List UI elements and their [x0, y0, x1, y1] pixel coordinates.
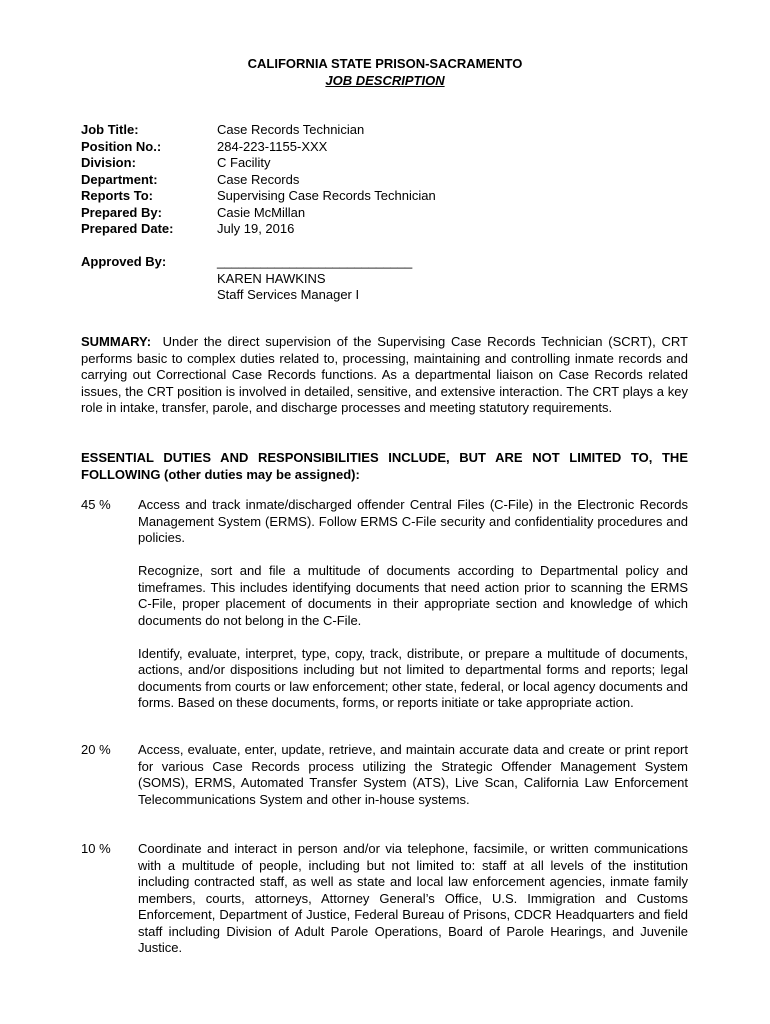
- department-label: Department:: [81, 171, 158, 187]
- duty-paragraph: Identify, evaluate, interpret, type, copy, track, distribute, or prepare a multitude of documents, actions, and/or dispositions including but not limited to departmental forms and reports; legal documents from courts or law enforcement; other state, federal, or local agency documents and forms. Based on these documents, forms, or reports initiate or take appropriate action.: [138, 645, 688, 710]
- prepared-by-label: Prepared By:: [81, 204, 162, 220]
- position-no-value: 284-223-1155-XXX: [217, 138, 328, 154]
- job-title-label: Job Title:: [81, 122, 139, 137]
- document-title: CALIFORNIA STATE PRISON-SACRAMENTO: [247, 56, 523, 71]
- field-row: [81, 122, 436, 139]
- job-fields: [81, 122, 436, 238]
- field-row: [81, 205, 436, 222]
- signature-line: ___________________________: [217, 254, 413, 269]
- field-row: [81, 139, 436, 156]
- duty-paragraph: Coordinate and interact in person and/or via telephone, facsimile, or written communications with a multitude of people, including but not limited to: staff at all levels of the institution including contracted staff, as well as state and local law enforcement agencies, inmate family members, courts, attorneys, Attorney General’s Office, U.S. Immigration and Customs Enforcement, Department of Justice, Federal Bureau of Prisons, CDCR Headquarters and field staff including Division of Adult Parole Operations, Board of Parole Hearings, and Juvenile Justice.: [138, 841, 688, 955]
- department-value: Case Records: [217, 171, 300, 187]
- duty-body: [138, 497, 688, 712]
- prepared-date-value: July 19, 2016: [217, 221, 295, 236]
- duty-item: [81, 742, 688, 808]
- field-row: [81, 172, 436, 189]
- field-row: [81, 155, 436, 172]
- approver-title: Staff Services Manager I: [217, 287, 360, 302]
- summary-paragraph: [81, 334, 688, 417]
- approver-block: [217, 254, 412, 304]
- document-header: [0, 56, 770, 89]
- position-no-label: Position No.:: [81, 138, 162, 154]
- duty-item: [81, 497, 688, 712]
- prepared-date-label: Prepared Date:: [81, 221, 174, 236]
- summary-label: SUMMARY:: [81, 334, 152, 349]
- summary-text: Under the direct supervision of the Supervising Case Records Technician (SCRT), CRT performs basic to complex duties related to, processing, maintaining and controlling inmate records and carrying out Correctional Case Records functions. As a departmental liaison on Case Records related issues, the CRT position is involved in detailed, sensitive, and extensive interaction. The CRT plays a key role in intake, transfer, parole, and discharge processes and meeting statutory requirements.: [81, 334, 688, 415]
- duty-percent: 10 %: [81, 841, 111, 856]
- duty-paragraph: Recognize, sort and file a multitude of documents according to Departmental policy and timeframes. This includes identifying documents that need action prior to scanning the ERMS C-File, proper placement of documents in their appropriate section and knowledge of which documents do not belong in the C-File.: [138, 563, 688, 628]
- job-title-value: Case Records Technician: [217, 122, 365, 137]
- reports-to-label: Reports To:: [81, 188, 153, 203]
- duty-percent: 20 %: [81, 742, 111, 757]
- field-row: [81, 221, 436, 238]
- reports-to-value: Supervising Case Records Technician: [217, 188, 436, 203]
- approved-by-label: Approved By:: [81, 254, 167, 269]
- prepared-by-value: Casie McMillan: [217, 204, 306, 220]
- duty-percent: 45 %: [81, 497, 111, 512]
- duty-paragraph: Access and track inmate/discharged offender Central Files (C-File) in the Electronic Records Management System (ERMS). Follow ERMS C-File security and confidentiality procedures and policies.: [138, 497, 688, 545]
- approver-name: KAREN HAWKINS: [217, 270, 326, 286]
- duty-body: [138, 742, 688, 808]
- duty-body: [138, 841, 688, 957]
- duty-paragraph: Access, evaluate, enter, update, retrieve, and maintain accurate data and create or print report for various Case Records process utilizing the Strategic Offender Management System (SOMS), ERMS, Automated Transfer System (ATS), Live Scan, California Law Enforcement Telecommunications System and other in-house systems.: [138, 742, 688, 807]
- approved-by-section: [81, 254, 217, 271]
- document-subtitle: JOB DESCRIPTION: [325, 72, 445, 88]
- field-row: [81, 188, 436, 205]
- division-value: C Facility: [217, 155, 271, 170]
- duty-item: [81, 841, 688, 957]
- essential-duties-heading: ESSENTIAL DUTIES AND RESPONSIBILITIES INCLUDE, BUT ARE NOT LIMITED TO, THE FOLLOWING (other duties may be assigned):: [81, 450, 688, 482]
- division-label: Division:: [81, 155, 136, 170]
